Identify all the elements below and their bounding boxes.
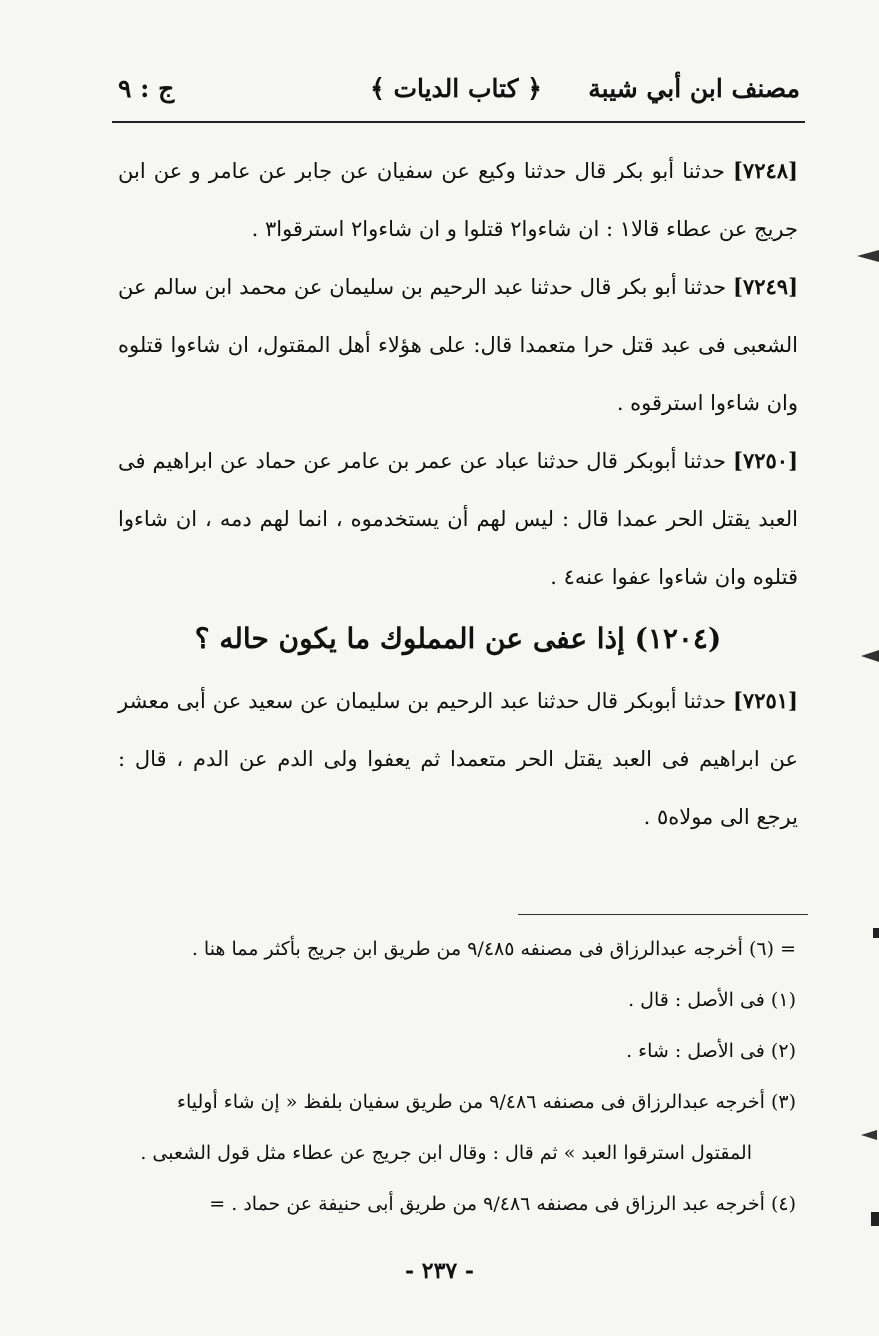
footnote-continuation: المقتول استرقوا العبد » ثم قال : وقال ابن جريج عن عطاء مثل قول الشعبى . bbox=[140, 1142, 752, 1164]
volume-number: ج : ٩ bbox=[118, 74, 175, 103]
footnote: (١) فى الأصل : قال . bbox=[628, 989, 796, 1011]
hadith-paragraph bbox=[118, 672, 798, 846]
hadith-paragraph bbox=[118, 432, 798, 606]
header-rule bbox=[112, 121, 805, 123]
edge-mark bbox=[857, 250, 879, 262]
hadith-paragraph bbox=[118, 142, 798, 258]
edge-mark bbox=[861, 650, 879, 662]
hadith-number: [٧٢٤٨] bbox=[732, 158, 798, 183]
hadith-paragraph bbox=[118, 258, 798, 432]
footnote: = (٦) أخرجه عبدالرزاق فى مصنفه ٩/٤٨٥ من طريق ابن جريج بأكثر مما هنا . bbox=[191, 938, 796, 960]
main-text bbox=[118, 142, 798, 846]
footnote: (٢) فى الأصل : شاء . bbox=[626, 1040, 796, 1062]
hadith-text: حدثنا أبو بكر قال حدثنا وكيع عن سفيان عن جابر عن عامر و عن ابن جريج عن عطاء قالا١ : ان شاءوا٢ قتلوا و ان شاءوا٢ استرقوا٣ . bbox=[118, 159, 798, 241]
edge-mark bbox=[861, 1130, 877, 1140]
footnote-rule bbox=[518, 914, 808, 915]
footnotes bbox=[118, 924, 796, 1230]
hadith-text: حدثنا أبوبكر قال حدثنا عباد عن عمر بن عامر عن حماد عن ابراهيم فى العبد يقتل الحر عمدا قال : ليس لهم أن يستخدموه ، انما لهم دمه ، ان شاءوا قتلوه وان شاءوا عفوا عنه٤ . bbox=[118, 449, 798, 589]
hadith-number: [٧٢٥١] bbox=[732, 688, 798, 713]
hadith-number: [٧٢٤٩] bbox=[733, 274, 798, 299]
hadith-text: حدثنا أبوبكر قال حدثنا عبد الرحيم بن سليمان عن سعيد عن أبى معشر عن ابراهيم فى العبد يقتل الحر متعمدا ثم يعفوا ولى الدم عن الدم ، قال : يرجع الى مولاه٥ . bbox=[118, 689, 798, 829]
edge-mark bbox=[871, 1212, 879, 1226]
page-number: - ٢٣٧ - bbox=[404, 1258, 475, 1284]
hadith-number: [٧٢٥٠] bbox=[733, 448, 798, 473]
hadith-text: حدثنا أبو بكر قال حدثنا عبد الرحيم بن سليمان عن محمد ابن سالم عن الشعبى فى عبد قتل حرا متعمدا قال: على هؤلاء أهل المقتول، ان شاءوا قتلوه وان شاءوا استرقوه . bbox=[118, 275, 798, 415]
section-heading: (١٢٠٤) إذا عفى عن المملوك ما يكون حاله ؟ bbox=[194, 622, 722, 655]
footnote: (٤) أخرجه عبد الرزاق فى مصنفه ٩/٤٨٦ من طريق أبى حنيفة عن حماد . = bbox=[209, 1193, 796, 1215]
footnote: (٣) أخرجه عبدالرزاق فى مصنفه ٩/٤٨٦ من طريق سفيان بلفظ « إن شاء أولياء bbox=[177, 1091, 796, 1113]
chapter-title: ﴿ كتاب الديات ﴾ bbox=[370, 74, 542, 103]
edge-mark bbox=[873, 928, 879, 938]
book-title: مصنف ابن أبي شيبة bbox=[588, 74, 800, 103]
running-header bbox=[112, 70, 800, 116]
